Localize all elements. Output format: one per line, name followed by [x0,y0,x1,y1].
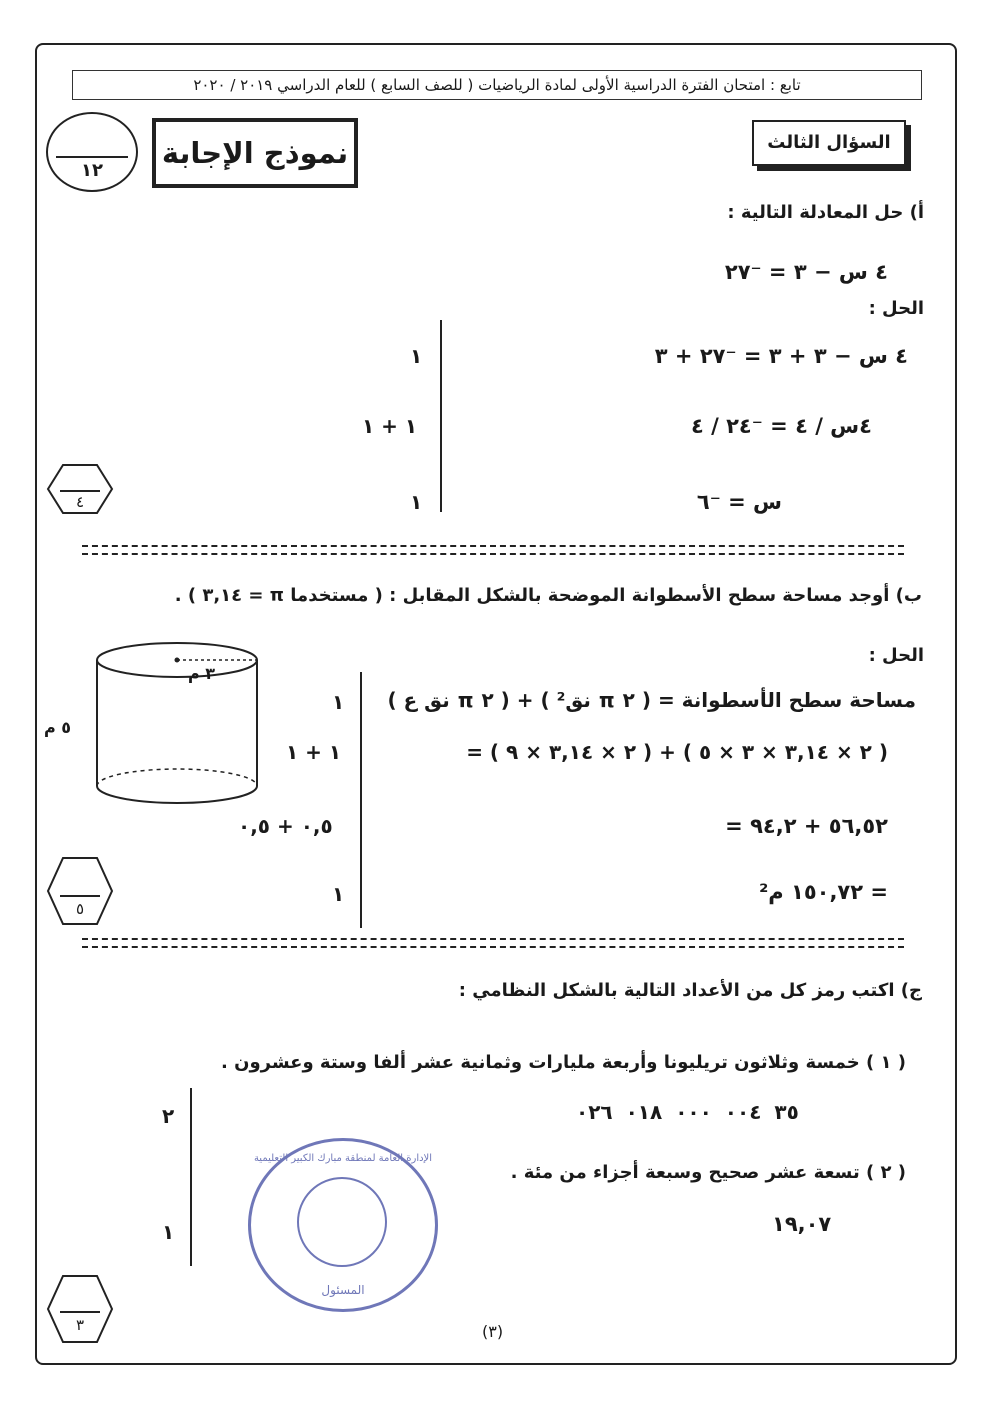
part-c-item-2-answer: ١٩,٠٧ [772,1212,832,1236]
part-c-prompt: ج) اكتب رمز كل من الأعداد التالية بالشكل النظامي : [458,980,922,1001]
part-a-mark-2: ١ + ١ [362,414,418,438]
part-c-score-hexagon [46,1274,114,1334]
part-b-mark-3: ٠,٥ + ٠,٥ [238,814,333,838]
part-a-step-1: ٤ س − ٣ + ٣ = ⁻٢٧ + ٣ [654,344,908,368]
part-c-score: ٣ [75,1316,85,1334]
part-b-mark-2: ١ + ١ [286,740,342,764]
part-a-mark-3: ١ [410,490,423,514]
part-a-solution-label: الحل : [868,298,924,319]
answer-model-title: نموذج الإجابة [152,118,358,188]
total-score: ١٢ [81,160,103,181]
part-a-step-2: ٤س / ٤ = ⁻٢٤ / ٤ [690,414,872,438]
part-a-divider [440,320,442,512]
part-b-divider [360,672,362,928]
part-c-item-2-mark: ١ [162,1220,175,1244]
part-a-prompt: أ) حل المعادلة التالية : [727,202,924,223]
page-number: (٣) [482,1322,504,1341]
part-a-score-hexagon [46,463,114,515]
separator-2 [82,938,904,948]
part-a-equation: ٤ س − ٣ = ⁻٢٧ [724,260,888,284]
part-b-step-1: مساحة سطح الأسطوانة = ( ٢ π نق² ) + ( ٢ π نق ع ) [387,688,916,712]
part-b-score: ٥ [75,900,85,918]
official-stamp [248,1138,438,1312]
part-c-item-1-answer: ٣٥ ٠٠٤ ٠٠٠ ٠١٨ ٠٢٦ [576,1100,799,1124]
part-b-mark-4: ١ [332,882,345,906]
radius-label: ٣ م [188,664,216,683]
part-b-solution-label: الحل : [868,645,924,666]
part-c-item-1-text: ( ١ ) خمسة وثلاثون تريليونا وأربعة مليارات وثمانية عشر ألفا وستة وعشرون . [221,1052,906,1073]
part-c-item-1-mark: ٢ [162,1104,175,1128]
part-b-step-2: = ( ٢ × ٣,١٤ × ٩ ) + ( ٢ × ٣,١٤ × ٣ × ٥ ) [466,740,888,764]
total-score-circle [46,112,138,192]
part-b-step-3: = ٥٦,٥٢ + ٩٤,٢ [725,814,888,838]
separator-1 [82,545,904,555]
part-b-step-4: = ١٥٠,٧٢ م² [759,880,888,904]
exam-header: تابع : امتحان الفترة الدراسية الأولى لمادة الرياضيات ( للصف السابع ) للعام الدراسي ٢٠١٩ / ٢٠٢٠ [72,70,922,100]
height-label: ٥ م [44,718,72,737]
part-b-prompt: ب) أوجد مساحة سطح الأسطوانة الموضحة بالشكل المقابل : ( مستخدما π = ٣,١٤ ) . [174,585,922,606]
part-b-score-hexagon [46,856,114,918]
part-c-item-2-text: ( ٢ ) تسعة عشر صحيح وسبعة أجزاء من مئة . [510,1162,906,1183]
cylinder-figure [90,640,264,830]
part-a-score: ٤ [75,493,85,511]
part-c-divider [190,1088,192,1266]
part-a-mark-1: ١ [410,344,423,368]
question-label: السؤال الثالث [752,120,906,166]
part-a-step-3: س = ⁻٦ [696,490,782,514]
stamp-bottom-text: المسئول [321,1283,365,1297]
stamp-top-text: الإدارة العامة لمنطقة مبارك الكبير التعليمية [253,1153,433,1164]
part-b-mark-1: ١ [332,690,345,714]
